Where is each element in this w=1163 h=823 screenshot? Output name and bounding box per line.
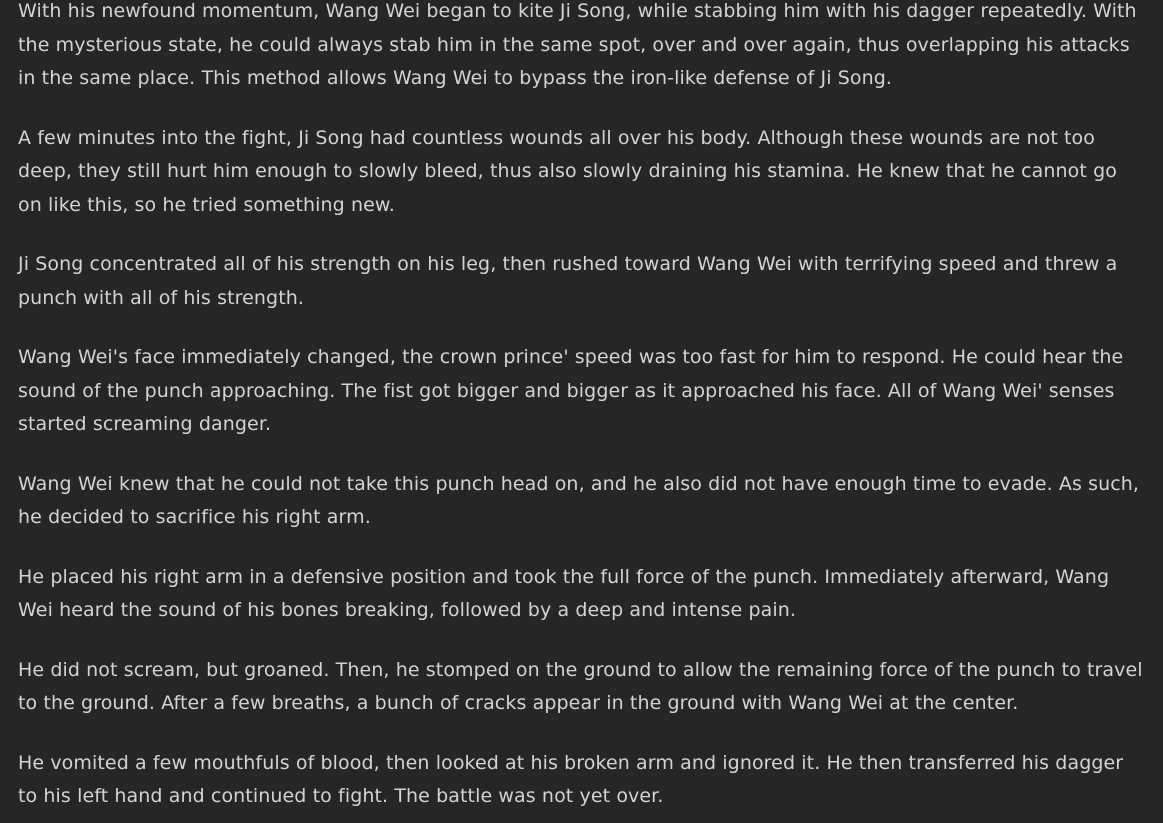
paragraph: He vomited a few mouthfuls of blood, then looked at his broken arm and ignored it. He then transferred his dagger to his left hand and continued to fight. The battle was not yet over. bbox=[18, 751, 1124, 807]
paragraph: Wang Wei knew that he could not take this punch head on, and he also did not have enough time to evade. As such, he decided to sacrifice his right arm. bbox=[18, 472, 1140, 528]
paragraph: With his newfound momentum, Wang Wei began to kite Ji Song, while stabbing him with his dagger repeatedly. With the mysterious state, he could always stab him in the same spot, over and over again, thus overlapping his attacks in the same place. This method allows Wang Wei to bypass the iron-like defense of Ji Song. bbox=[18, 0, 1137, 89]
paragraph: He did not scream, but groaned. Then, he stomped on the ground to allow the remaining force of the punch to travel to the ground. After a few breaths, a bunch of cracks appear in the ground with Wang Wei at the center. bbox=[18, 658, 1143, 714]
paragraph: Wang Wei's face immediately changed, the crown prince' speed was too fast for him to respond. He could hear the sound of the punch approaching. The fist got bigger and bigger as it approached his face. All of Wang Wei' senses started screaming danger. bbox=[18, 346, 1124, 435]
paragraph: A few minutes into the fight, Ji Song had countless wounds all over his body. Although these wounds are not too deep, they still hurt him enough to slowly bleed, thus also slowly draining his stamina. He knew that he cannot go on like this, so he tried something new. bbox=[18, 126, 1117, 216]
paragraph: He placed his right arm in a defensive position and took the full force of the punch. Immediately afterward, Wang Wei heard the sound of his bones breaking, followed by a deep and intense pain. bbox=[18, 565, 1110, 621]
chapter-body bbox=[18, 0, 1145, 814]
paragraph: Ji Song concentrated all of his strength on his leg, then rushed toward Wang Wei with terrifying speed and threw a punch with all of his strength. bbox=[18, 253, 1118, 309]
